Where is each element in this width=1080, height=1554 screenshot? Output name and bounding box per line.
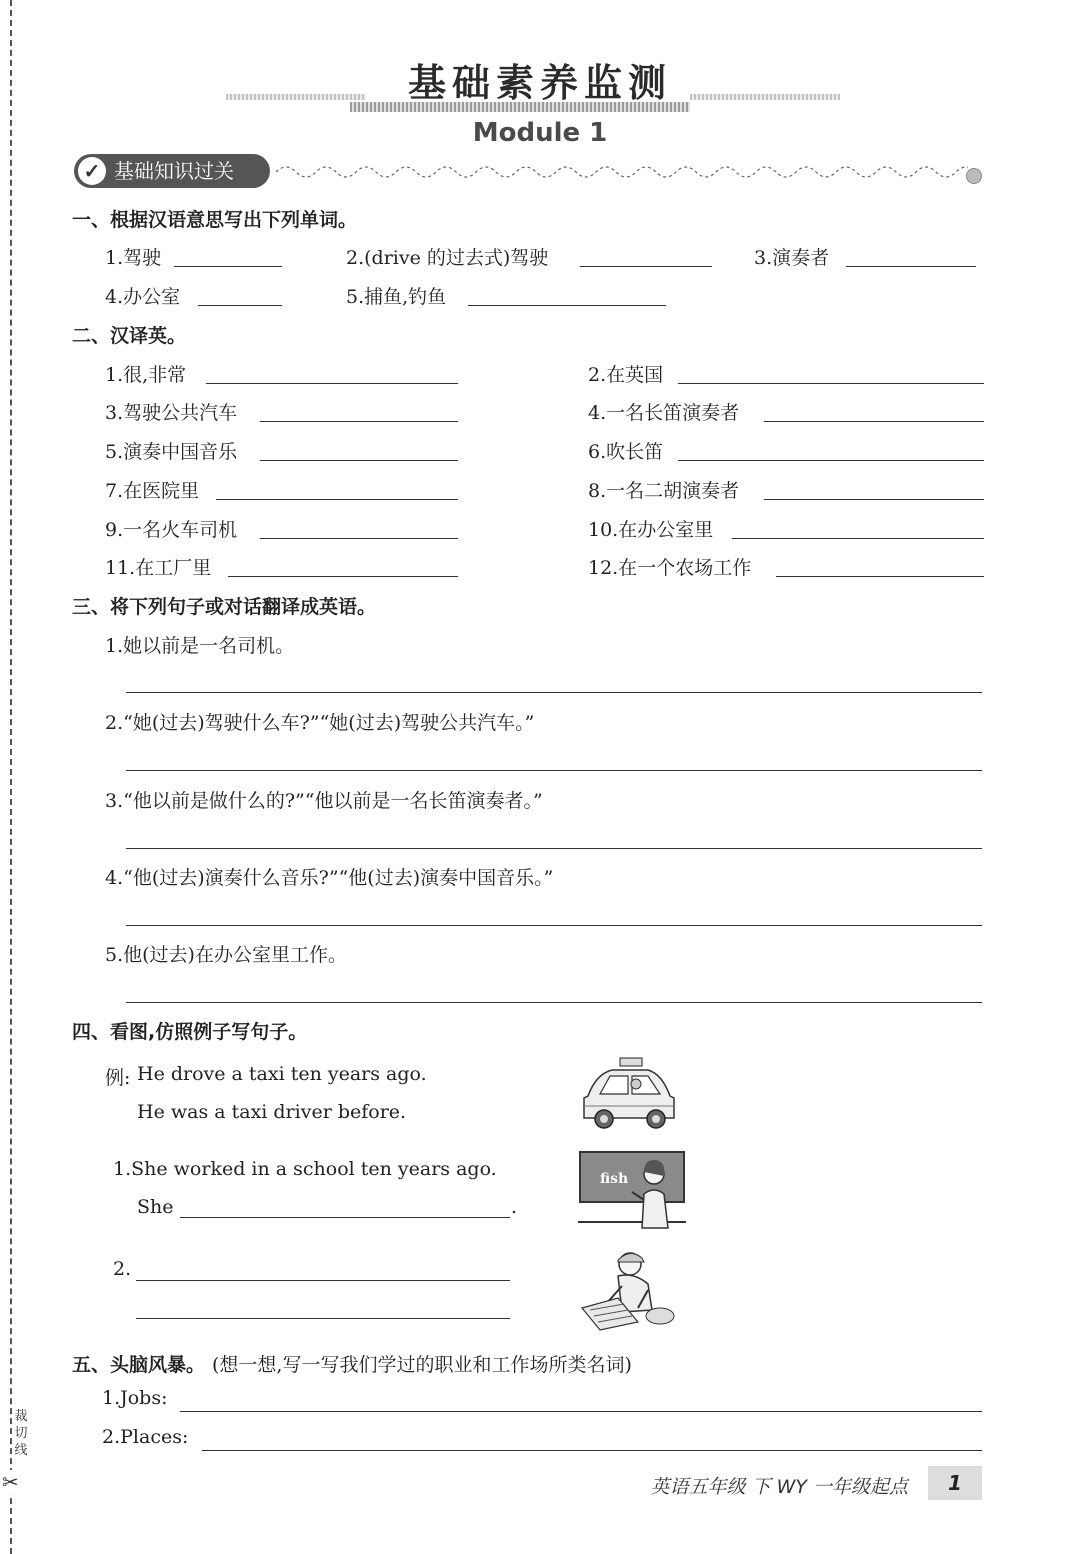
s3-item-5: 5.他(过去)在办公室里工作。	[105, 944, 347, 966]
worker-image	[578, 1246, 678, 1332]
s4-q1-blank[interactable]	[180, 1217, 510, 1218]
section-badge: 基础知识过关	[74, 154, 270, 188]
s3-item-1: 1.她以前是一名司机。	[105, 635, 295, 657]
s5-jobs-blank[interactable]	[180, 1411, 982, 1412]
s2-blank-5[interactable]	[260, 460, 458, 461]
s2-item-3: 3.驾驶公共汽车	[105, 402, 238, 424]
s4-q1-end: .	[511, 1196, 518, 1218]
s2-blank-6[interactable]	[678, 460, 984, 461]
s1-blank-1[interactable]	[174, 266, 282, 267]
s1-item-2: 2.(drive 的过去式)驾驶	[346, 247, 549, 269]
section4-heading: 四、看图,仿照例子写句子。	[72, 1021, 308, 1043]
s2-blank-9[interactable]	[260, 538, 458, 539]
s3-item-4: 4.“他(过去)演奏什么音乐?”“他(过去)演奏中国音乐。”	[105, 867, 554, 889]
footer-book-info: 英语五年级 下 WY 一年级起点	[650, 1476, 908, 1498]
s3-item-3: 3.“他以前是做什么的?”“他以前是一名长笛演奏者。”	[105, 790, 543, 812]
section3-heading: 三、将下列句子或对话翻译成英语。	[72, 596, 377, 618]
section5-note: (想一想,写一写我们学过的职业和工作场所类名词)	[212, 1354, 632, 1376]
module-title: Module 1	[472, 118, 608, 148]
s1-item-3: 3.演奏者	[754, 247, 830, 269]
s2-item-11: 11.在工厂里	[105, 557, 212, 579]
board-word: fish	[600, 1171, 629, 1187]
taxi-image	[578, 1056, 678, 1132]
s1-blank-4[interactable]	[198, 305, 282, 306]
teacher-image	[578, 1150, 688, 1230]
s4-q2-blank-2[interactable]	[136, 1318, 510, 1319]
s2-blank-2[interactable]	[678, 383, 984, 384]
s4-q1-prefix: She	[137, 1196, 174, 1218]
section5-heading: 五、头脑风暴。	[72, 1354, 206, 1376]
check-icon: ✓	[78, 157, 106, 185]
s5-item-places: 2.Places:	[102, 1426, 189, 1448]
section2-heading: 二、汉译英。	[72, 325, 187, 347]
wavy-divider	[276, 160, 968, 184]
page-title: 基础素养监测	[407, 61, 672, 105]
s3-answer-line-4[interactable]	[126, 925, 982, 926]
example-label: 例:	[105, 1067, 131, 1089]
s4-question-1: 1.She worked in a school ten years ago.	[113, 1158, 497, 1180]
s2-item-7: 7.在医院里	[105, 480, 200, 502]
s2-item-8: 8.一名二胡演奏者	[588, 480, 740, 502]
s2-item-10: 10.在办公室里	[588, 519, 714, 541]
s1-item-4: 4.办公室	[105, 286, 181, 308]
divider-end-dot	[966, 168, 982, 184]
s3-item-2: 2.“她(过去)驾驶什么车?”“她(过去)驾驶公共汽车。”	[105, 712, 535, 734]
example-line-2: He was a taxi driver before.	[137, 1101, 407, 1123]
s5-item-jobs: 1.Jobs:	[102, 1387, 168, 1409]
s1-item-1: 1.驾驶	[105, 247, 162, 269]
s1-blank-5[interactable]	[468, 305, 666, 306]
s4-question-2: 2.	[113, 1258, 132, 1280]
s2-blank-10[interactable]	[732, 538, 984, 539]
s2-blank-7[interactable]	[216, 499, 458, 500]
s2-blank-12[interactable]	[776, 576, 984, 577]
cut-line	[10, 0, 12, 1554]
s5-places-blank[interactable]	[202, 1450, 982, 1451]
s2-item-9: 9.一名火车司机	[105, 519, 238, 541]
page-number: 1	[928, 1466, 982, 1500]
s2-item-2: 2.在英国	[588, 364, 664, 386]
section1-heading: 一、根据汉语意思写出下列单词。	[72, 209, 358, 231]
s3-answer-line-1[interactable]	[126, 692, 982, 693]
s2-item-4: 4.一名长笛演奏者	[588, 402, 740, 424]
example-line-1: He drove a taxi ten years ago.	[137, 1063, 427, 1085]
s2-blank-11[interactable]	[228, 576, 458, 577]
s2-item-1: 1.很,非常	[105, 364, 187, 386]
s1-blank-2[interactable]	[580, 266, 712, 267]
s2-item-5: 5.演奏中国音乐	[105, 441, 238, 463]
s4-q2-blank-1[interactable]	[136, 1280, 510, 1281]
scissors-icon: ✂	[2, 1470, 19, 1494]
s3-answer-line-5[interactable]	[126, 1002, 982, 1003]
s3-answer-line-2[interactable]	[126, 770, 982, 771]
s2-item-12: 12.在一个农场工作	[588, 557, 752, 579]
cut-line-label: 裁切线	[12, 1408, 30, 1459]
s2-blank-3[interactable]	[260, 421, 458, 422]
s2-blank-1[interactable]	[206, 383, 458, 384]
s2-blank-4[interactable]	[764, 421, 984, 422]
s2-blank-8[interactable]	[764, 499, 984, 500]
s3-answer-line-3[interactable]	[126, 848, 982, 849]
s1-blank-3[interactable]	[846, 266, 976, 267]
s1-item-5: 5.捕鱼,钓鱼	[346, 286, 447, 308]
s2-item-6: 6.吹长笛	[588, 441, 664, 463]
